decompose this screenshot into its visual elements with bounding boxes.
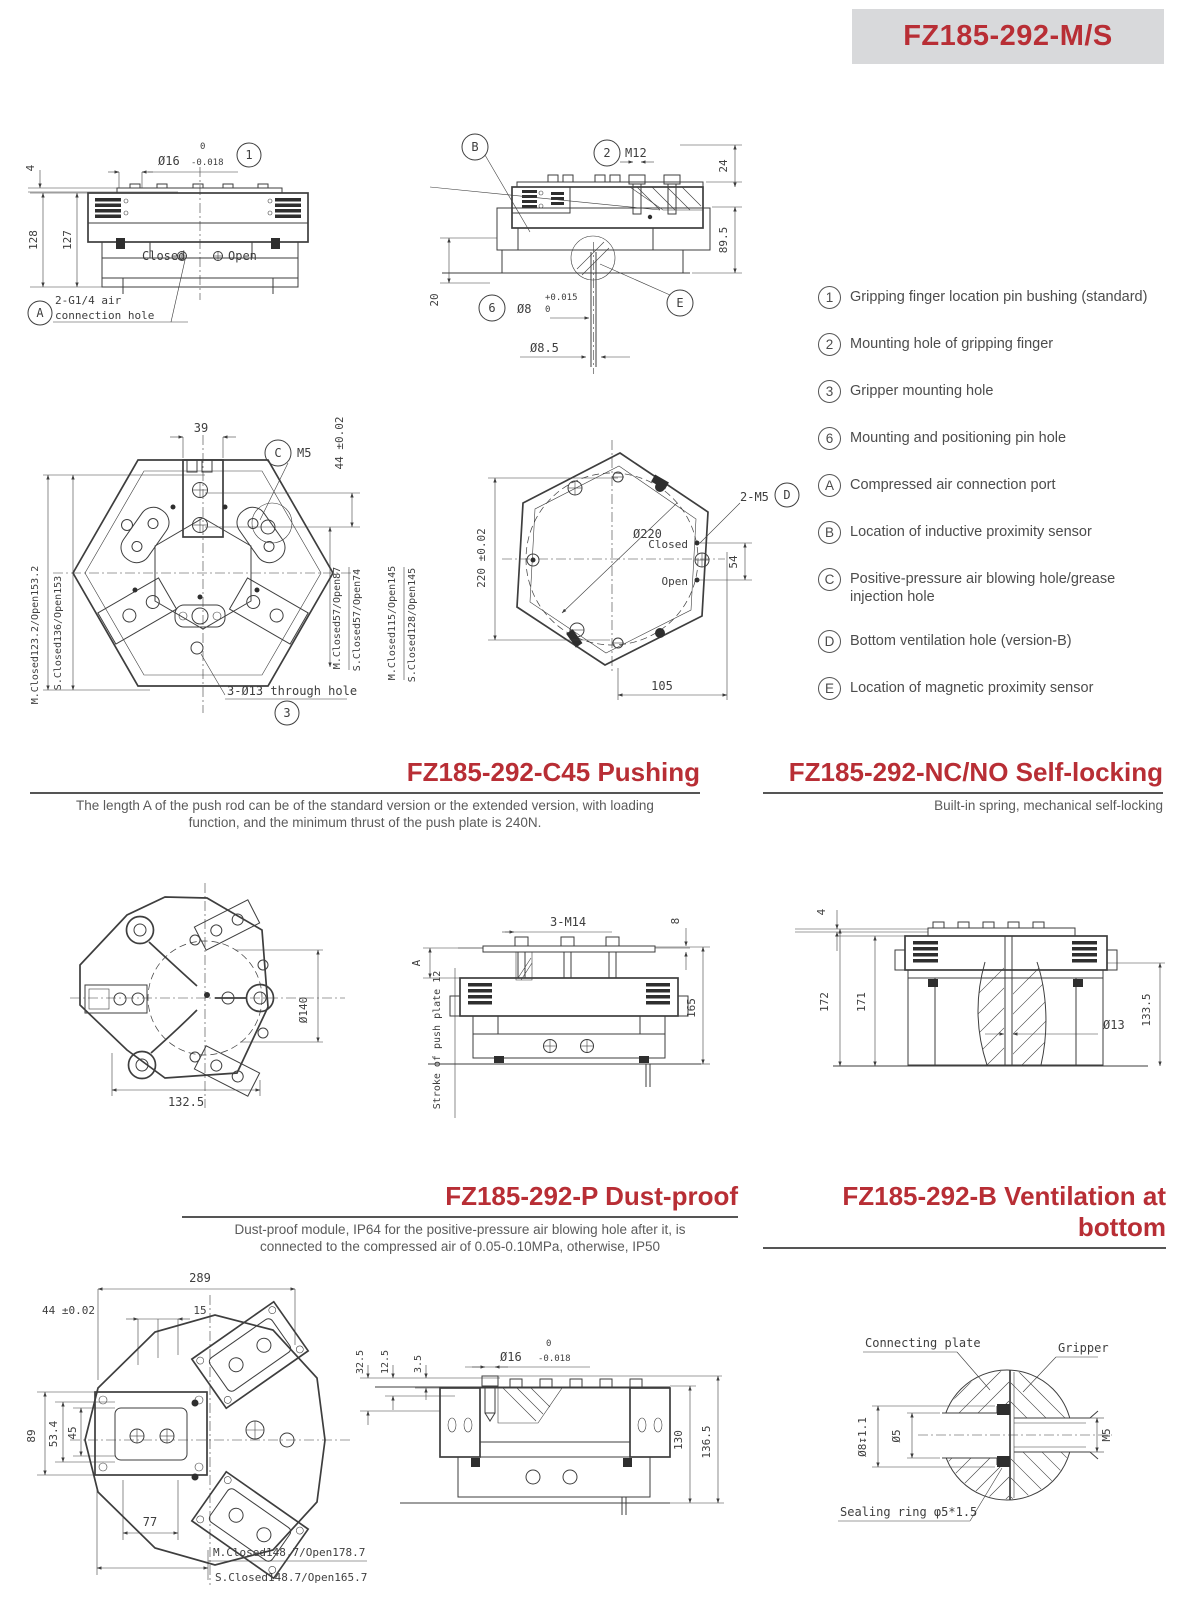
legend-label: Mounting and positioning pin hole <box>850 430 1067 446</box>
drawing-dustproof-top <box>15 1250 375 1605</box>
desc-line: connected to the compressed air of 0.05-0.10MPa, otherwise, IP50 <box>260 1238 660 1254</box>
drawing-sensor-view <box>430 112 765 375</box>
callout-B: B <box>471 140 479 154</box>
pushing-side-geometry <box>423 928 710 1118</box>
model-header <box>852 9 1164 64</box>
callout-2: 2 <box>603 146 611 160</box>
dim-label: 133.5 <box>1140 993 1153 1027</box>
dim-label: 39 <box>193 421 209 435</box>
legend-item <box>818 521 1190 544</box>
section-ventilation-head <box>763 1181 1166 1249</box>
closed-label: Closed <box>648 538 688 551</box>
dim-label: 54 <box>727 555 740 569</box>
dim-label: 130 <box>672 1430 685 1450</box>
drawing-dustproof-side <box>340 1290 725 1605</box>
dim-label: 220 ±0.02 <box>475 528 488 588</box>
legend-key: A <box>818 474 841 497</box>
dim-label: 132.5 <box>167 1095 205 1109</box>
dim-label: 20 <box>428 293 441 307</box>
sensor-view-geometry <box>430 134 742 374</box>
dim-label: Ø16 <box>500 1350 522 1364</box>
dim-label: Ø13 <box>1103 1018 1125 1032</box>
dim-label: 105 <box>651 679 673 693</box>
dim-label: Ø8 <box>517 302 532 316</box>
dim-label: Ø8↧1.1 <box>856 1417 869 1457</box>
section-pushing-head <box>30 757 700 831</box>
air-note-line2: connection hole <box>55 309 155 322</box>
bottom-view-geometry <box>488 440 799 700</box>
legend <box>818 286 1190 724</box>
spring-comb-left <box>95 198 128 218</box>
dim-label: Ø8.5 <box>530 341 559 355</box>
drawing-vent-detail <box>790 1285 1180 1585</box>
stroke-label: M.Closed123.2/Open153.2 <box>30 565 41 705</box>
dim-label: 136.5 <box>700 1425 713 1459</box>
dim-label: 44 ±0.02 <box>42 1304 95 1317</box>
legend-key: 1 <box>818 286 841 309</box>
desc-line: function, and the minimum thrust of the push plate is 240N. <box>188 814 542 830</box>
legend-key: B <box>818 521 841 544</box>
pushing-top-geometry <box>70 883 345 1108</box>
dim-label: 172 <box>818 992 831 1012</box>
legend-item <box>818 630 1190 653</box>
dim-label: 3.5 <box>413 1354 424 1374</box>
drawing-bottom-view <box>440 402 800 705</box>
dim-label: 15 <box>193 1304 207 1317</box>
legend-item <box>818 474 1190 497</box>
section-desc <box>30 794 700 831</box>
legend-key: 2 <box>818 333 841 356</box>
dim-label: 165 <box>685 998 698 1018</box>
legend-label: Compressed air connection port <box>850 477 1056 493</box>
thread-note: 2-M5 <box>740 490 769 504</box>
dim-label: Ø5 <box>890 1429 903 1443</box>
legend-label: Location of magnetic proximity sensor <box>850 680 1094 696</box>
dim-label: Ø220 <box>633 527 662 541</box>
legend-item <box>818 427 1190 450</box>
legend-key: 3 <box>818 380 841 403</box>
stroke-label: M.Closed148.7/Open178.7 <box>213 1546 366 1559</box>
tolerance-lower: 0 <box>545 305 551 315</box>
dim-label: 24 <box>717 159 730 173</box>
section-title: FZ185-292-C45 Pushing <box>30 757 700 794</box>
dim-label: 171 <box>855 992 868 1012</box>
stroke-label: M.Closed57/Open87 <box>332 566 343 670</box>
section-title: FZ185-292-NC/NO Self-locking <box>763 757 1163 794</box>
dim-label: Ø16 <box>158 154 180 168</box>
callout-3: 3 <box>283 706 291 720</box>
legend-label: Bottom ventilation hole (version-B) <box>850 633 1072 649</box>
dim-label: 128 <box>27 230 40 250</box>
open-label: Open <box>228 249 257 263</box>
selflock-side-geometry <box>795 910 1165 1112</box>
callout-C: C <box>274 446 282 460</box>
callout-D: D <box>783 488 791 502</box>
drawing-top-view <box>25 395 420 725</box>
drawing-selflock-side <box>795 862 1170 1092</box>
dim-label: Ø140 <box>297 996 310 1024</box>
section-title: FZ185-292-B Ventilation at bottom <box>763 1181 1166 1249</box>
drawing-pushing-side <box>398 868 728 1138</box>
tolerance-upper: +0.015 <box>545 293 578 303</box>
legend-key: C <box>818 568 841 591</box>
closed-label: Closed <box>142 249 186 263</box>
connecting-plate-label: Connecting plate <box>865 1336 981 1350</box>
drawing-pushing-top <box>55 868 365 1116</box>
spring-comb-right <box>268 198 301 218</box>
legend-item <box>818 380 1190 403</box>
section-title: FZ185-292-P Dust-proof <box>182 1181 738 1218</box>
thread-note: 3-M14 <box>550 915 587 929</box>
legend-key: D <box>818 630 841 653</box>
sealing-ring-note: Sealing ring φ5*1.5 <box>840 1505 978 1519</box>
legend-label: Positive-pressure air blowing hole/grease injection hole <box>850 571 1116 605</box>
callout-A: A <box>36 306 44 320</box>
stroke-label: S.Closed148.7/Open165.7 <box>215 1571 368 1584</box>
legend-item <box>818 677 1190 700</box>
dim-label: 127 <box>61 230 74 250</box>
stroke-label: M.Closed115/Open145 <box>387 565 398 681</box>
dim-label: 45 <box>66 1426 79 1440</box>
dustproof-top-geometry <box>37 1289 367 1585</box>
dim-label: 44 ±0.02 <box>333 416 346 470</box>
stroke-label: Stroke of push plate 12 <box>432 970 443 1110</box>
dustproof-side-geometry <box>360 1365 724 1515</box>
dim-label: 53.4 <box>47 1420 60 1448</box>
dim-label: M5 <box>1100 1428 1113 1442</box>
thread-label: M5 <box>297 446 312 460</box>
callout-6: 6 <box>488 301 496 315</box>
section-dustproof-head <box>182 1181 738 1255</box>
thread-label: M12 <box>625 146 647 160</box>
tolerance-upper: 0 <box>546 1339 552 1349</box>
stroke-label: S.Closed136/Open153 <box>53 575 64 691</box>
legend-label: Mounting hole of gripping finger <box>850 336 1054 352</box>
dim-label: 289 <box>189 1271 211 1285</box>
stroke-label: S.Closed57/Open74 <box>352 568 363 672</box>
dim-label: 77 <box>142 1515 158 1529</box>
drawing-front-view <box>24 112 413 327</box>
dim-label: 32.5 <box>355 1349 366 1375</box>
dim-label: 4 <box>24 164 37 172</box>
desc-line: Dust-proof module, IP64 for the positive-pressure air blowing hole after it, is <box>234 1222 686 1237</box>
section-desc: Built-in spring, mechanical self-locking <box>934 798 1163 813</box>
model-number: FZ185-292-M/S <box>903 20 1113 52</box>
dim-label: 12.5 <box>380 1349 391 1375</box>
callout-E: E <box>676 296 684 310</box>
air-note-line1: 2-G1/4 air <box>55 294 122 307</box>
legend-item <box>818 286 1190 309</box>
legend-label: Location of inductive proximity sensor <box>850 524 1092 540</box>
gripper-label: Gripper <box>1058 1341 1109 1355</box>
top-view-geometry <box>43 435 404 725</box>
dim-label: A <box>410 959 423 967</box>
tolerance-lower: -0.018 <box>538 1354 571 1364</box>
stroke-label: S.Closed128/Open145 <box>407 567 418 683</box>
open-label: Open <box>661 575 688 588</box>
desc-line: The length A of the push rod can be of the standard version or the extended version, with loading <box>76 798 654 813</box>
tolerance-upper: 0 <box>200 142 206 152</box>
tolerance-lower: -0.018 <box>191 158 224 168</box>
legend-label: Gripper mounting hole <box>850 383 994 399</box>
through-hole-note: 3-Ø13 through hole <box>227 684 358 698</box>
legend-label: Gripping finger location pin bushing (standard) <box>850 289 1148 305</box>
dim-label: 8 <box>669 917 682 925</box>
legend-key: 6 <box>818 427 841 450</box>
callout-1: 1 <box>245 148 253 162</box>
legend-item <box>818 333 1190 356</box>
dim-label: 89 <box>25 1429 38 1443</box>
dim-label: 4 <box>815 908 828 916</box>
section-selflocking-head <box>763 757 1163 815</box>
dim-label: 89.5 <box>717 226 730 254</box>
legend-key: E <box>818 677 841 700</box>
legend-item <box>818 568 1190 606</box>
